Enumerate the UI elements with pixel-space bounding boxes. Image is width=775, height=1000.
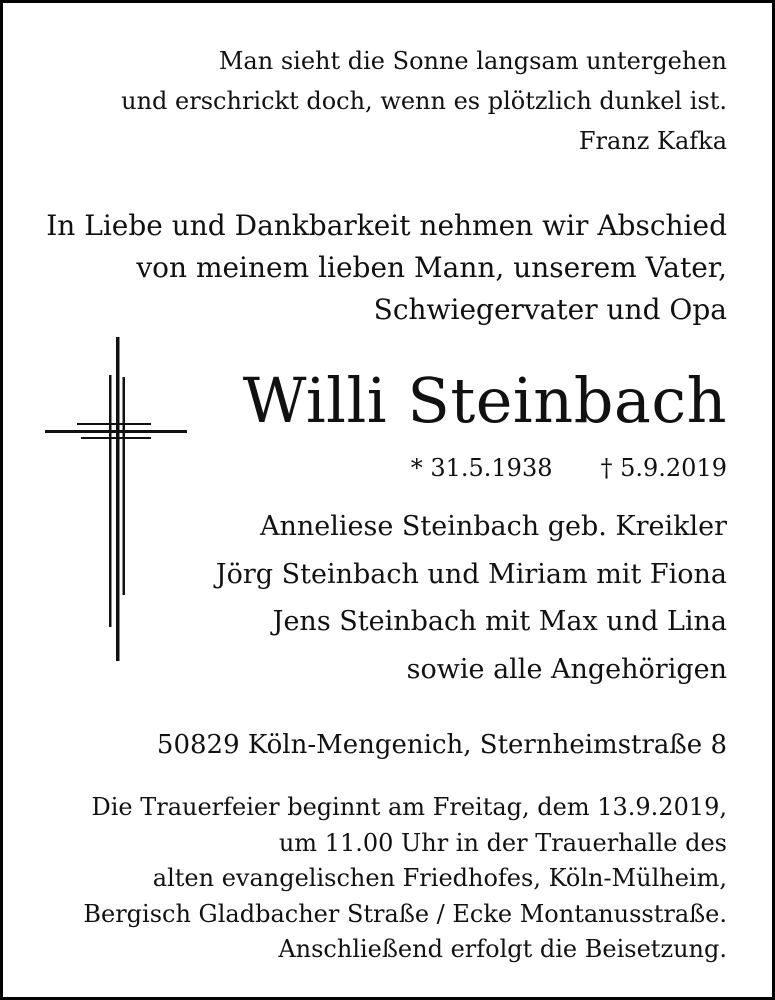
family-address: 50829 Köln-Mengenich, Sternheimstraße 8: [156, 730, 727, 760]
intro-line: In Liebe und Dankbarkeit nehmen wir Abschied: [46, 209, 727, 242]
mourner: Jörg Steinbach und Miriam mit Fiona: [215, 558, 727, 590]
life-dates: [411, 451, 727, 485]
cross-icon: [43, 337, 189, 661]
death-date: † 5.9.2019: [600, 454, 727, 482]
mourner: Anneliese Steinbach geb. Kreikler: [259, 511, 727, 542]
service-line: um 11.00 Uhr in der Trauerhalle des: [278, 828, 727, 857]
quote-line: Man sieht die Sonne langsam untergehen: [218, 47, 727, 75]
kafka-quote: [121, 41, 727, 161]
deceased-name: Willi Steinbach: [242, 364, 727, 437]
funeral-service-info: [83, 790, 727, 968]
service-line: Bergisch Gladbacher Straße / Ecke Montanusstraße.: [83, 899, 727, 928]
mourners-list: [216, 503, 727, 693]
service-line: Anschließend erfolgt die Beisetzung.: [278, 935, 727, 963]
farewell-intro: [46, 205, 727, 331]
service-line: alten evangelischen Friedhofes, Köln-Mülheim,: [152, 864, 727, 892]
birth-date: * 31.5.1938: [410, 454, 553, 482]
quote-author: Franz Kafka: [578, 127, 727, 155]
mourner: Jens Steinbach mit Max und Lina: [272, 606, 727, 637]
mourner: sowie alle Angehörigen: [406, 653, 727, 685]
quote-line: und erschrickt doch, wenn es plötzlich dunkel ist.: [121, 87, 727, 115]
intro-line: Schwiegervater und Opa: [373, 293, 727, 326]
service-line: Die Trauerfeier beginnt am Freitag, dem 13.9.2019,: [91, 793, 727, 821]
intro-line: von meinem lieben Mann, unserem Vater,: [136, 251, 727, 284]
